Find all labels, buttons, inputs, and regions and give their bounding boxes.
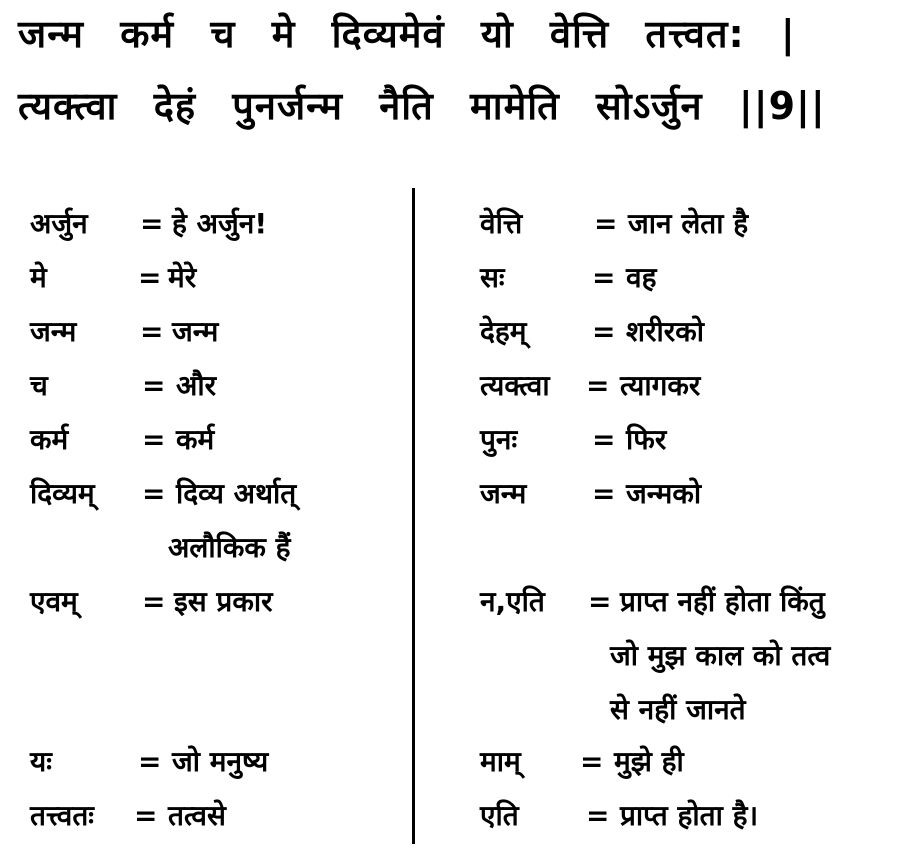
gloss-meaning: अलौकिक हैं [168, 531, 291, 564]
gloss-word: दिव्यम् [30, 477, 95, 510]
gloss-meaning: मेरे [168, 261, 197, 294]
gloss-meaning: तत्वसे [168, 799, 226, 832]
gloss-word: यः [30, 745, 52, 778]
gloss-word: एवम् [30, 585, 78, 618]
gloss-equals: = [142, 477, 166, 510]
gloss-word: देहम् [480, 315, 527, 348]
gloss-word: अर्जुन [30, 207, 88, 240]
gloss-equals: = [140, 207, 164, 240]
gloss-meaning: से नहीं जानते [610, 693, 746, 726]
gloss-meaning: दिव्य अर्थात् [176, 477, 297, 510]
gloss-meaning: जान लेता है [628, 207, 749, 240]
gloss-equals: = [592, 423, 616, 456]
gloss-equals: = [588, 585, 612, 618]
gloss-meaning: कर्म [176, 423, 215, 456]
gloss-word: जन्म [480, 477, 527, 510]
gloss-equals: = [142, 585, 166, 618]
gloss-meaning: हे अर्जुन! [172, 207, 268, 240]
gloss-word: पुनः [480, 423, 518, 456]
gloss-equals: = [142, 423, 166, 456]
gloss-equals: = [140, 315, 164, 348]
gloss-equals: = [592, 477, 616, 510]
gloss-meaning: प्राप्त नहीं होता किंतु [620, 585, 825, 618]
gloss-word: कर्म [30, 423, 69, 456]
gloss-equals: = [138, 745, 162, 778]
gloss-word: तत्त्वतः [30, 799, 94, 832]
gloss-meaning: प्राप्त होता है। [620, 799, 759, 832]
gloss-equals: = [592, 261, 616, 294]
gloss-meaning: त्यागकर [620, 369, 701, 402]
gloss-meaning: फिर [626, 423, 667, 456]
gloss-word: च [30, 369, 48, 402]
gloss-word: मे [30, 261, 47, 294]
gloss-meaning: जो मुझ काल को तत्व [610, 639, 831, 672]
gloss-equals: = [592, 315, 616, 348]
gloss-word: वेत्ति [480, 207, 523, 240]
gloss-word: माम् [480, 745, 521, 778]
gloss-meaning: मुझे ही [614, 745, 684, 778]
gloss-word: जन्म [30, 315, 77, 348]
gloss-equals: = [594, 207, 618, 240]
gloss-equals: = [586, 799, 610, 832]
verse-line-2: त्यक्त्वा देहं पुनर्जन्म नैति मामेति सोऽर्जुन ||9|| [18, 84, 826, 128]
gloss-meaning: इस प्रकार [174, 585, 273, 618]
gloss-meaning: वह [626, 261, 657, 294]
gloss-equals: = [138, 261, 162, 294]
gloss-meaning: जन्म [172, 315, 219, 348]
gloss-equals: = [580, 745, 604, 778]
gloss-meaning: जो मनुष्य [172, 745, 269, 778]
gloss-word: त्यक्त्वा [480, 369, 550, 402]
gloss-equals: = [586, 369, 610, 402]
gloss-meaning: और [176, 369, 217, 402]
column-divider [412, 188, 415, 844]
gloss-word: एति [480, 799, 519, 832]
gloss-equals: = [134, 799, 158, 832]
gloss-word: सः [480, 261, 505, 294]
verse-line-1: जन्म कर्म च मे दिव्यमेवं यो वेत्ति तत्त्वत: | [18, 12, 796, 56]
gloss-word: न,एति [480, 585, 545, 618]
gloss-meaning: जन्मको [626, 477, 702, 510]
gloss-meaning: शरीरको [626, 315, 704, 348]
gloss-equals: = [142, 369, 166, 402]
